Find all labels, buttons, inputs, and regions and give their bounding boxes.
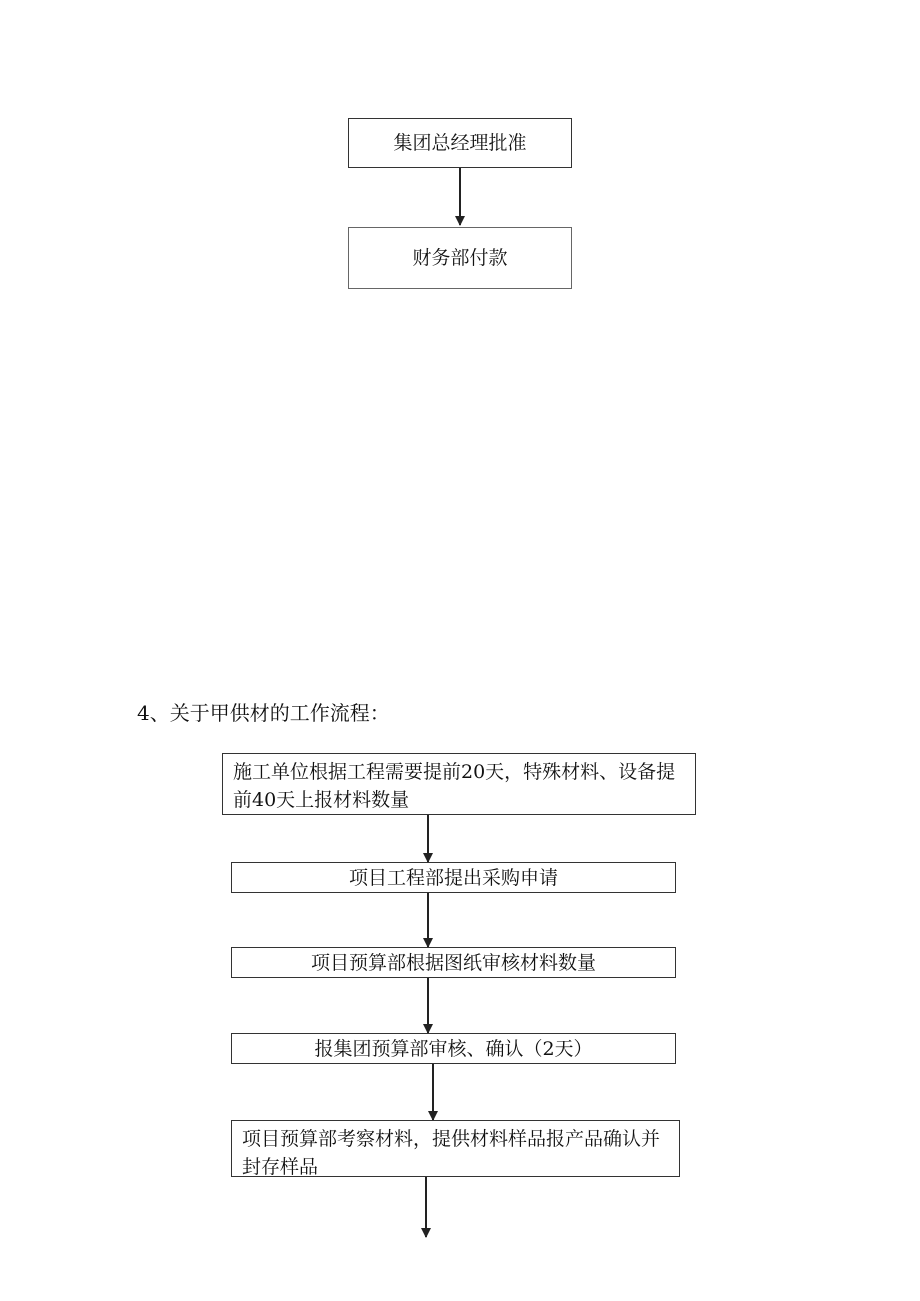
step-label: 报集团预算部审核、确认（2天） — [314, 1037, 593, 1060]
step-label: 项目预算部考察材料，提供材料样品报产品确认并封存样品 — [242, 1128, 661, 1178]
step-purchase-request — [231, 862, 676, 893]
step-label: 项目预算部根据图纸审核材料数量 — [310, 951, 596, 974]
box-label: 财务部付款 — [412, 247, 508, 269]
step-construction-report — [222, 753, 696, 815]
step-project-budget-review — [231, 947, 676, 978]
section-heading: 4、关于甲供材的工作流程： — [137, 701, 390, 725]
step-material-sample — [231, 1120, 680, 1177]
box-group-gm-approval — [348, 118, 572, 168]
step-group-budget-confirm — [231, 1033, 676, 1064]
box-label: 集团总经理批准 — [393, 132, 527, 154]
step-label: 项目工程部提出采购申请 — [348, 866, 558, 889]
box-finance-payment — [348, 227, 572, 289]
step-label: 施工单位根据工程需要提前20天，特殊材料、设备提前40天上报材料数量 — [233, 761, 676, 811]
